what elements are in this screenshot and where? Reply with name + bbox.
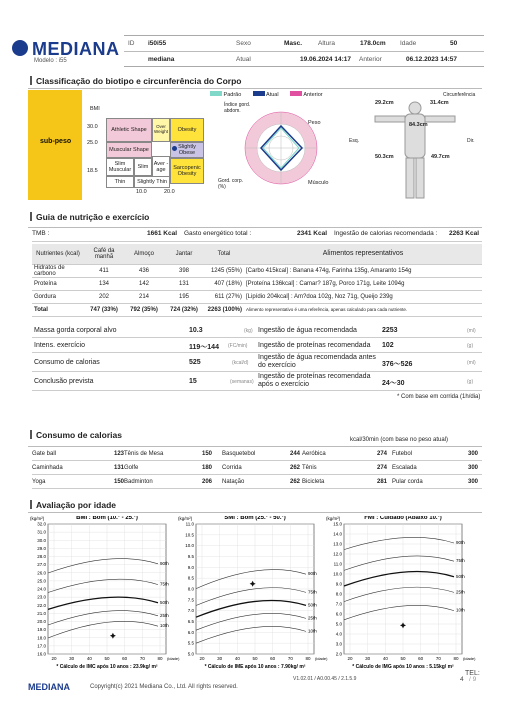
y-tick-label: 19.0: [37, 627, 46, 633]
current-label: Atual: [236, 56, 251, 63]
chart-title: SMI : Bom (25.º - 50.º): [224, 516, 286, 521]
y-tick-label: 11.0: [333, 561, 342, 567]
nutrition-table: Nutrientes (kcal) Café da manhã Almoço Jantar Total Alimentos representativos Hidratos de carbono 411 436 398 1245 (55%) [Carbo 415kcal] : Banana 474g, Farinha 135g, Amaranto 154g Proteína 134 142 131 407 (18%) [Proteína 136kcal] : Camar? 187g, Porco 171g, Leite 1094g Gordura 202 214 195 611 (27%) [Lipídio 204kcal] : Am?doa 102g, Noz 71g, Queijo 239g Total 747 (33%) 792 (35%) 724 (32%) 2263 (100%) Alimento representativo é uma referência, apenas calculado para cada nutriente.: [32, 244, 482, 317]
percentile-label: 75th: [160, 581, 169, 587]
percentile-label: 25th: [456, 589, 465, 595]
model-label: Modelo : i55: [34, 58, 67, 64]
age-value: 50: [450, 40, 458, 47]
y-tick-label: 28.0: [37, 554, 46, 559]
x-tick-label: 40: [382, 656, 388, 661]
section-title-calories: Consumo de calorias: [30, 430, 122, 440]
y-tick-label: 17.0: [37, 643, 46, 649]
y-tick-label: 9.5: [187, 554, 194, 559]
percentile-label: 75th: [308, 589, 317, 595]
patient-info: [124, 35, 484, 67]
chart-unit: (kg/m²): [30, 516, 45, 521]
x-tick-label: 30: [217, 656, 223, 661]
brand-logo: [12, 38, 122, 68]
x-unit: (idade): [315, 656, 328, 661]
chart-unit: (kg/m²): [326, 516, 341, 521]
percentile-curve: [344, 587, 454, 601]
percentile-curve: [196, 588, 306, 606]
x-tick-label: 80: [453, 656, 459, 661]
y-tick-label: 32.0: [37, 521, 46, 527]
x-tick-label: 60: [122, 656, 128, 661]
y-tick-label: 21.0: [37, 610, 46, 616]
chart-title: FMI : Cuidado (Abaixo 10.º): [364, 516, 442, 521]
table-row: Hidratos de carbono 411 436 398 1245 (55%) [Carbo 415kcal] : Banana 474g, Farinha 135g, Amaranto 154g: [32, 264, 482, 277]
prev-label: Anterior: [359, 56, 382, 63]
x-tick-label: 30: [365, 656, 371, 661]
age-charts: [28, 516, 488, 676]
y-tick-label: 10.0: [185, 543, 194, 549]
x-tick-label: 30: [69, 656, 75, 661]
sex-value: Masc.: [284, 40, 303, 47]
y-tick-label: 7.5: [187, 597, 194, 603]
chart-title: BMI : Bom (10.º - 25.º): [76, 516, 138, 521]
id-value: i50i55: [148, 40, 167, 47]
current-marker: [400, 622, 406, 628]
energy-summary: TMB : 1661 Kcal Gasto energético total : 2341 Kcal Ingestão de calorias recomendada : 2263 Kcal: [32, 230, 482, 242]
percentile-label: 50th: [308, 602, 317, 608]
x-tick-label: 50: [400, 656, 406, 661]
y-tick-label: 25.0: [37, 578, 46, 584]
y-tick-label: 4.0: [335, 631, 342, 637]
body-type-box: [28, 90, 82, 200]
calorie-row: Caminhada 131 Golfe 180 Corrida 262 Tênis 274 Escalada 300: [32, 462, 482, 475]
percentile-label: 75th: [456, 558, 465, 564]
percentile-curve: [48, 559, 158, 573]
y-tick-label: 7.0: [335, 601, 342, 607]
y-tick-label: 6.0: [187, 629, 194, 635]
x-tick-label: 50: [252, 656, 258, 661]
percentile-curve: [196, 626, 306, 643]
current-value: 19.06.2024 14:17: [300, 56, 351, 63]
percentile-label: 90th: [456, 540, 465, 545]
y-tick-label: 27.0: [37, 562, 46, 568]
legend: Padrão Atual Anterior: [210, 91, 323, 98]
chart-footer: * Cálculo de IMG após 10 anos : 5.15kg/ m²: [352, 664, 454, 670]
current-marker: [172, 146, 177, 151]
percentile-label: 25th: [160, 612, 169, 618]
percentile-label: 25th: [308, 615, 317, 621]
y-tick-label: 9.0: [187, 564, 194, 570]
y-tick-label: 6.5: [187, 619, 194, 624]
section-title-age: Avaliação por idade: [30, 500, 116, 510]
percentile-label: 10th: [160, 623, 169, 629]
age-label: Idade: [400, 40, 417, 47]
y-tick-label: 20.0: [37, 619, 46, 624]
x-tick-label: 70: [287, 656, 293, 661]
sex-label: Sexo: [236, 40, 251, 47]
y-tick-label: 11.0: [185, 521, 194, 527]
percentile-curve: [344, 605, 454, 619]
chart-footer: * Cálculo de IME após 10 anos : 7.90kg/ m²: [204, 664, 306, 670]
x-tick-label: 20: [347, 656, 353, 661]
y-tick-label: 31.0: [37, 529, 46, 535]
x-unit: (idade): [167, 656, 180, 661]
y-tick-label: 5.0: [335, 621, 342, 627]
targets: Massa gorda corporal alvo 10.3 (kg) Ingestão de água recomendada 2253 (ml) Intens. exercício 119～144 (FC/min) Ingestão de proteínas recomendada 102 (g) Consumo de calorias 525 (kcal/d) Ingestão de água recomendada antes do exercício 376～526 (ml) Conclusão prevista 15 (semanas) Ingestão de proteínas recomendada após o exercício 24～30 (g) * Com base em corrida (1h/dia): [32, 324, 482, 416]
name-value: mediana: [148, 56, 175, 63]
y-tick-label: 9.0: [335, 581, 342, 587]
height-label: Altura: [318, 40, 335, 47]
percentile-curve: [48, 579, 158, 592]
percentile-curve: [344, 537, 454, 549]
y-tick-label: 24.0: [37, 586, 46, 592]
y-tick-label: 29.0: [37, 545, 46, 551]
percentile-label: 90th: [160, 560, 169, 566]
y-tick-label: 18.0: [37, 635, 46, 641]
y-tick-label: 5.5: [187, 640, 194, 646]
table-row: Proteína 134 142 131 407 (18%) [Proteína 136kcal] : Camar? 187g, Porco 171g, Leite 1094g: [32, 277, 482, 290]
percentile-curve: [48, 597, 158, 609]
y-tick-label: 2.0: [335, 651, 342, 657]
y-tick-label: 3.0: [335, 641, 342, 647]
x-tick-label: 50: [104, 656, 110, 661]
footer: MEDIANA Copyright(c) 2021 Mediana Co., Ltd. All rights reserved. V1.02.01 / A0.00.45 / 2.1.5.9 TEL: 4 / 9: [28, 670, 480, 692]
mediana-logo-icon: [12, 40, 28, 56]
y-tick-label: 26.0: [37, 570, 46, 576]
y-tick-label: 10.5: [185, 532, 194, 538]
y-tick-label: 8.0: [335, 591, 342, 597]
current-marker: [250, 581, 256, 587]
y-tick-label: 10.0: [333, 571, 342, 577]
x-tick-label: 40: [86, 656, 92, 661]
percentile-curve: [344, 556, 454, 570]
y-tick-label: 8.0: [187, 586, 194, 592]
x-tick-label: 80: [157, 656, 163, 661]
prev-value: 06.12.2023 14:57: [406, 56, 457, 63]
section-title-biotype: Classificação do biotipo e circunferência do Corpo: [30, 76, 241, 86]
calorie-row: Gate ball 123 Tênis de Mesa 150 Basquetebol 244 Aeróbica 274 Futebol 300: [32, 448, 482, 461]
x-tick-label: 20: [199, 656, 205, 661]
x-tick-label: 60: [270, 656, 276, 661]
calories-note: kcal/30min (com base no peso atual): [350, 437, 449, 443]
section-title-nutrition: Guia de nutrição e exercício: [30, 212, 149, 222]
percentile-label: 50th: [160, 599, 169, 605]
y-tick-label: 12.0: [333, 551, 342, 557]
y-tick-label: 7.0: [187, 608, 194, 614]
body-type-label: sub-peso: [40, 138, 72, 145]
y-tick-label: 22.0: [37, 602, 46, 608]
x-tick-label: 40: [234, 656, 240, 661]
percentile-label: 10th: [456, 607, 465, 613]
x-unit: (idade): [463, 656, 476, 661]
y-tick-label: 6.0: [335, 611, 342, 617]
x-tick-label: 70: [139, 656, 145, 661]
y-tick-label: 15.0: [333, 521, 342, 527]
y-tick-label: 5.0: [187, 651, 194, 657]
x-tick-label: 80: [305, 656, 311, 661]
x-tick-label: 20: [51, 656, 57, 661]
percentile-label: 10th: [308, 628, 317, 634]
calorie-row: Yoga 150 Badminton 206 Natação 262 Bicicleta 281 Pular corda 300: [32, 476, 482, 489]
body-circumference: Circunferência 29.2cm 31.4cm 84.3cm Esq. Dir. 50.3cm 49.7cm: [345, 92, 485, 202]
chart-unit: (kg/m²): [178, 516, 193, 521]
bodytype-grid: BMI 30.0 25.0 18.5 Athletic Shape Over Weight Obesity Muscular Shape Slightly Obese Aver -age Slim Muscular Slim Sarcopenic Obesity Thin Slightly Thin 10.0 20.0: [84, 98, 214, 198]
y-tick-label: 16.0: [37, 651, 46, 657]
table-row: Gordura 202 214 195 611 (27%) [Lipídio 204kcal] : Am?doa 102g, Noz 71g, Queijo 239g: [32, 290, 482, 303]
percentile-curve: [196, 570, 306, 589]
y-tick-label: 14.0: [333, 531, 342, 537]
chart-footer: * Cálculo de IMC após 10 anos : 23.9kg/ m²: [56, 664, 158, 670]
percentile-label: 90th: [308, 571, 317, 577]
x-tick-label: 70: [435, 656, 441, 661]
radar-chart: Índice gord. abdom. Peso Músculo Gord. corp.(%): [218, 102, 329, 190]
y-tick-label: 30.0: [37, 537, 46, 543]
y-tick-label: 8.5: [187, 575, 194, 581]
brand-name: MEDIANA: [32, 39, 120, 59]
x-tick-label: 60: [418, 656, 424, 661]
id-label: ID: [128, 40, 135, 47]
percentile-label: 50th: [456, 573, 465, 579]
y-tick-label: 23.0: [37, 594, 46, 600]
height-value: 178.0cm: [360, 40, 386, 47]
y-tick-label: 13.0: [333, 541, 342, 547]
table-row: Total 747 (33%) 792 (35%) 724 (32%) 2263 (100%) Alimento representativo é uma referência, apenas calculado para cada nutriente.: [32, 303, 482, 316]
